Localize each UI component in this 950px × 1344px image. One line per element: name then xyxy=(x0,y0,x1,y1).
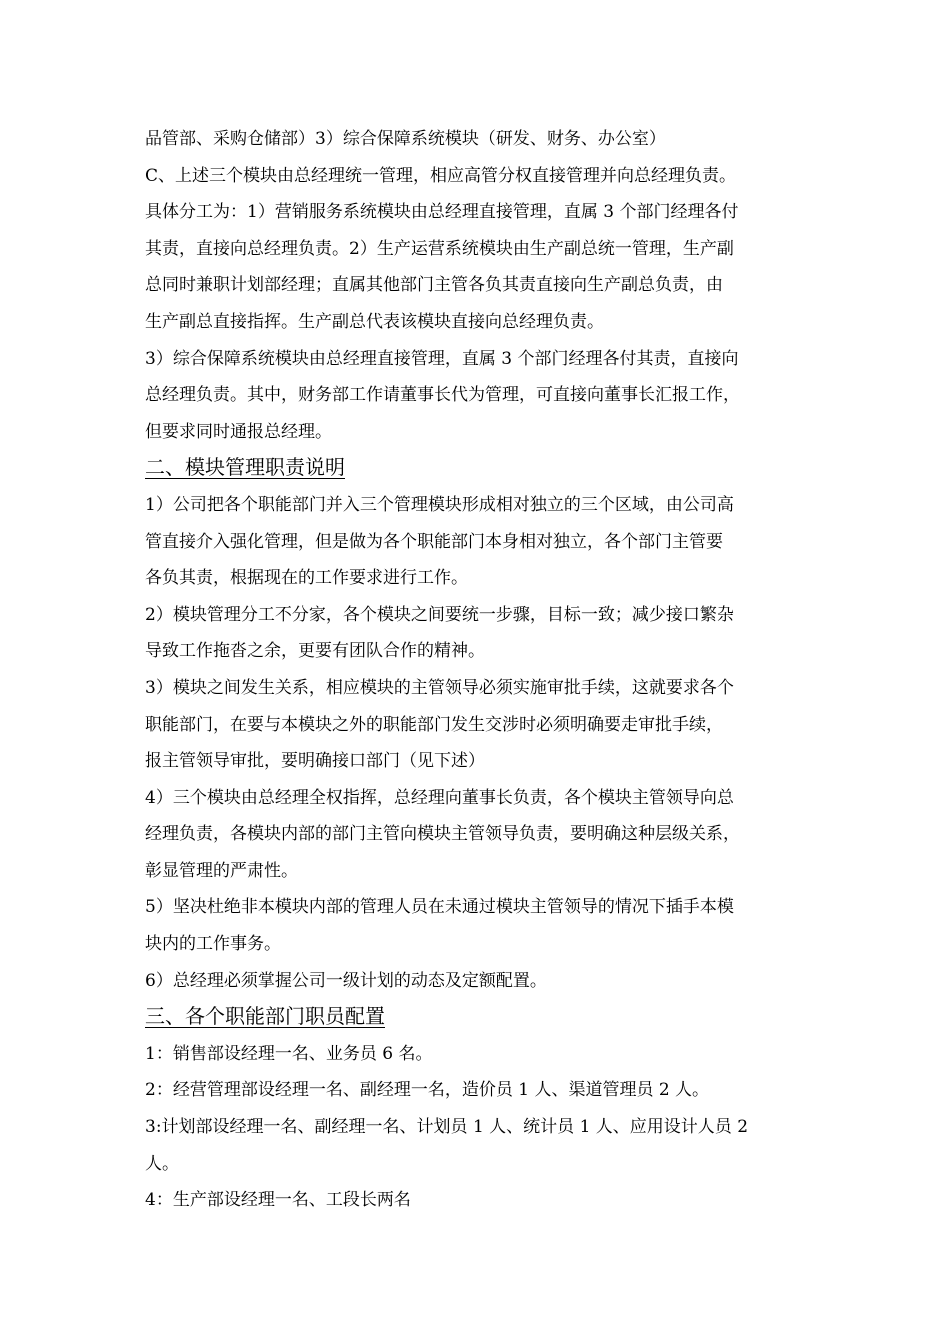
list-item-duty-2 xyxy=(145,597,810,670)
list-item-staffing-3 xyxy=(145,1109,810,1182)
paragraph-module-list-continued xyxy=(145,121,810,158)
list-item-staffing-4 xyxy=(145,1182,810,1219)
text-line: 彰显管理的严肃性。 xyxy=(145,860,298,881)
text-line: 经理负责，各模块内部的部门主管向模块主管领导负责，要明确这种层级关系， xyxy=(145,824,740,845)
text-line: C、上述三个模块由总经理统一管理，相应高管分权直接管理并向总经理负责。 xyxy=(145,165,737,186)
list-item-duty-1 xyxy=(145,487,810,597)
text-line: 2：经营管理部设经理一名、副经理一名，造价员 1 人、渠道管理员 2 人。 xyxy=(145,1080,710,1101)
text-line: 品管部、采购仓储部）3）综合保障系统模块（研发、财务、办公室） xyxy=(145,129,666,149)
text-line: 人。 xyxy=(145,1153,179,1174)
text-line: 具体分工为：1）营销服务系统模块由总经理直接管理，直属 3 个部门经理各付 xyxy=(145,202,739,223)
text-line: 4）三个模块由总经理全权指挥，总经理向董事长负责，各个模块主管领导向总 xyxy=(145,787,734,808)
text-line: 5）坚决杜绝非本模块内部的管理人员在未通过模块主管领导的情况下插手本模 xyxy=(145,897,734,918)
text-line: 3:计划部设经理一名、副经理一名、计划员 1 人、统计员 1 人、应用设计人员 2 xyxy=(145,1117,749,1138)
text-line: 6）总经理必须掌握公司一级计划的动态及定额配置。 xyxy=(145,970,547,991)
text-line: 但要求同时通报总经理。 xyxy=(145,421,332,442)
text-line: 管直接介入强化管理，但是做为各个职能部门本身相对独立，各个部门主管要 xyxy=(145,531,723,552)
text-line: 总经理负责。其中，财务部工作请董事长代为管理，可直接向董事长汇报工作， xyxy=(145,385,740,406)
text-line: 3）模块之间发生关系，相应模块的主管领导必须实施审批手续，这就要求各个 xyxy=(145,677,734,698)
list-item-duty-6 xyxy=(145,963,810,1000)
text-line: 3）综合保障系统模块由总经理直接管理，直属 3 个部门经理各付其责，直接向 xyxy=(145,348,739,369)
text-line: 报主管领导审批，要明确接口部门（见下述） xyxy=(145,751,485,772)
list-item-duty-3 xyxy=(145,670,810,780)
text-line: 1）公司把各个职能部门并入三个管理模块形成相对独立的三个区域，由公司高 xyxy=(145,494,734,515)
paragraph-support-module xyxy=(145,341,810,451)
section-heading-module-duties: 二、模块管理职责说明 xyxy=(145,455,345,480)
text-line: 块内的工作事务。 xyxy=(145,934,281,955)
text-line: 1：销售部设经理一名、业务员 6 名。 xyxy=(145,1043,433,1064)
text-line: 4：生产部设经理一名、工段长两名 xyxy=(145,1190,411,1211)
text-line: 2）模块管理分工不分家，各个模块之间要统一步骤，目标一致；减少接口繁杂 xyxy=(145,604,734,625)
document-body xyxy=(145,121,810,1219)
section-heading-staffing: 三、各个职能部门职员配置 xyxy=(145,1004,385,1029)
list-item-duty-4 xyxy=(145,780,810,890)
text-line: 生产副总直接指挥。生产副总代表该模块直接向总经理负责。 xyxy=(145,311,604,332)
text-line: 职能部门，在要与本模块之外的职能部门发生交涉时必须明确要走审批手续， xyxy=(145,714,723,735)
list-item-duty-5 xyxy=(145,889,810,962)
list-item-staffing-1 xyxy=(145,1036,810,1073)
text-line: 各负其责，根据现在的工作要求进行工作。 xyxy=(145,568,468,589)
text-line: 导致工作拖沓之余，更要有团队合作的精神。 xyxy=(145,641,485,662)
paragraph-management-division xyxy=(145,158,810,341)
list-item-staffing-2 xyxy=(145,1072,810,1109)
text-line: 总同时兼职计划部经理；直属其他部门主管各负其责直接向生产副总负责，由 xyxy=(145,275,723,296)
text-line: 其责，直接向总经理负责。2）生产运营系统模块由生产副总统一管理，生产副 xyxy=(145,238,734,259)
